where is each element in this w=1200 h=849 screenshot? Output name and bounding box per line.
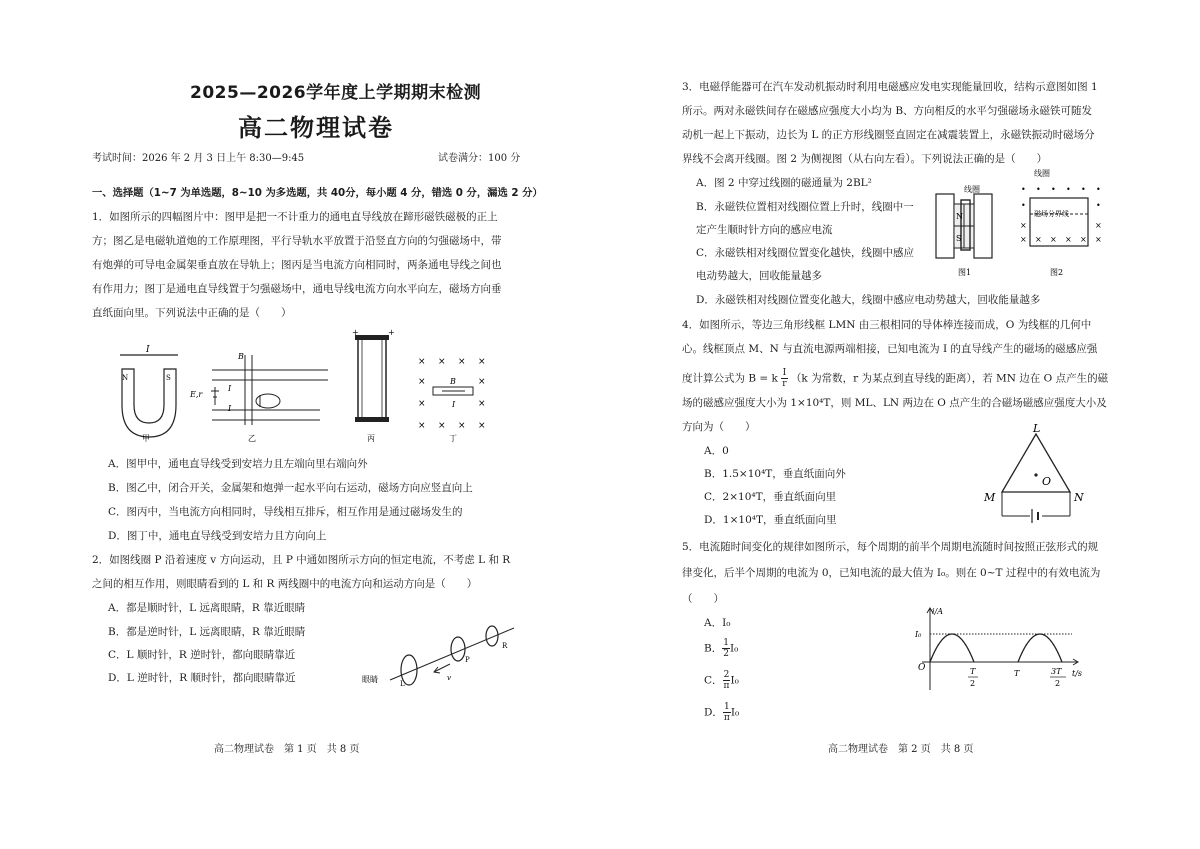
q3-line: 3．电磁俘能器可在汽车发动机振动时利用电磁感应发电实现能量回收，结构示意图如图 1 (682, 81, 1098, 93)
svg-text:×: × (1080, 235, 1087, 244)
figure-ding (418, 357, 486, 443)
graph-xlabel: t/s (1072, 669, 1083, 678)
label-B: B (450, 377, 456, 386)
label-N: N (956, 212, 963, 221)
q3-figures (930, 168, 1130, 280)
q4-option-b[interactable]: B．1.5×10⁴T，垂直纸面向外 (704, 468, 846, 480)
label-P: P (465, 656, 470, 664)
label-M: M (984, 491, 996, 504)
svg-text:×: × (418, 377, 426, 387)
svg-text:×: × (438, 357, 446, 367)
q3-option-b[interactable]: B．永磁铁位置相对线圈位置上升时，线圈中一 (696, 201, 914, 213)
q2-option-a[interactable]: A．都是顺时针，L 远离眼睛，R 靠近眼睛 (108, 602, 306, 614)
svg-text:•: • (1051, 185, 1056, 194)
q1-line: 有作用力；图丁是通电直导线置于匀强磁场中，通电导线电流方向水平向左，磁场方向垂 (92, 283, 502, 295)
exam-title: 2025—2026学年度上学期期末检测 (190, 83, 482, 103)
q3-option-a[interactable]: A．图 2 中穿过线圈的磁通量为 2BL² (696, 177, 872, 189)
graph-tick: 2 (970, 679, 976, 688)
q4-option-d[interactable]: D．1×10⁴T，垂直纸面向里 (704, 514, 837, 526)
label-plus: + (352, 328, 359, 337)
label-coil: 线圈 (1034, 169, 1050, 178)
label-coil: 线圈 (964, 185, 980, 194)
graph-tick: 3T (1051, 667, 1062, 676)
page-footer: 高二物理试卷 第 1 页 共 8 页 (214, 744, 360, 755)
label-N: N (122, 374, 129, 382)
figure-bing (352, 328, 395, 443)
q1-line: 1．如图所示的四幅图片中：图甲是把一不计重力的通电直导线放在蹄形磁铁磁极的正上 (92, 211, 498, 223)
q1-figures (100, 325, 520, 447)
q4-line: 场的磁感应强度大小为 1×10⁴T，则 ML、LN 两边在 O 点产生的合磁场磁感应强度大小及 (682, 397, 1107, 409)
label-boundary: 磁场分界线 (1034, 210, 1069, 218)
label-eye: 眼睛 (362, 675, 378, 684)
exam-subtitle: 高二物理试卷 (238, 114, 394, 142)
q5-option-c[interactable]: C． $\frac{2}{\pi}$ I₀ (704, 670, 739, 691)
svg-text:•: • (1021, 201, 1026, 210)
q2-option-c[interactable]: C．L 顺时针，R 逆时针，都向眼睛靠近 (108, 649, 296, 661)
graph-tick: T (970, 667, 976, 676)
graph-ylabel: i/A (932, 607, 944, 616)
q3-option-b-cont: 定产生顺时针方向的感应电流 (696, 224, 833, 236)
q4-line: 4．如图所示，等边三角形线框 LMN 由三根相同的导体棒连接而成，O 为线框的几何中 (682, 319, 1092, 331)
q4-line: 心。线框顶点 M、N 与直流电源两端相接，已知电流为 I 的直导线产生的磁场的磁感应强 (682, 343, 1098, 355)
svg-text:•: • (1066, 185, 1071, 194)
label-L: L (1033, 422, 1041, 435)
q4-figure (980, 420, 1090, 526)
svg-text:×: × (478, 377, 486, 387)
q2-line: 之间的相互作用，则眼睛看到的 L 和 R 两线圈中的电流方向和运动方向是（ ） (92, 578, 478, 590)
q1-line: 方；图乙是电磁轨道炮的工作原理图，平行导轨水平放置于沿竖直方向的匀强磁场中，带 (92, 235, 502, 247)
graph-I0: I₀ (915, 630, 922, 639)
q2-figure (362, 620, 532, 690)
label-B: B (238, 352, 244, 361)
svg-text:×: × (418, 357, 426, 367)
graph-origin: O (918, 663, 926, 673)
q1-option-b[interactable]: B．图乙中，闭合开关，金属架和炮弹一起水平向右运动，磁场方向应竖直向上 (108, 482, 473, 494)
label-N: N (1074, 491, 1084, 504)
page-footer: 高二物理试卷 第 2 页 共 8 页 (828, 744, 974, 755)
label-S: S (956, 234, 962, 243)
svg-text:×: × (478, 399, 486, 409)
svg-text:×: × (1020, 235, 1027, 244)
svg-text:×: × (1050, 235, 1057, 244)
label-fig1: 图1 (958, 268, 972, 277)
q4-option-c[interactable]: C．2×10⁴T，垂直纸面向里 (704, 491, 837, 503)
exam-time: 考试时间：2026 年 2 月 3 日上午 8:30—9:45 (92, 153, 305, 164)
svg-text:×: × (1095, 221, 1102, 230)
label-I: I (228, 384, 232, 393)
svg-text:×: × (478, 421, 486, 431)
label-v: v (447, 674, 451, 682)
full-score: 试卷满分：100 分 (438, 153, 521, 164)
q1-line: 直纸面向里。下列说法中正确的是（ ） (92, 307, 292, 319)
svg-text:×: × (1020, 221, 1027, 230)
q4-formula-fraction: $\frac{I}{r}$ (782, 368, 787, 389)
label-Er: E,r (190, 390, 203, 399)
q5-option-b[interactable]: B． $\frac{1}{2}$ I₀ (704, 638, 739, 659)
q1-option-d[interactable]: D．图丁中，通电直导线受到安培力且方向向上 (108, 530, 327, 542)
q4-formula-prefix: 度计算公式为 B = k (682, 372, 778, 385)
q4-option-a[interactable]: A．0 (704, 445, 729, 457)
figure-1 (936, 184, 992, 277)
q2-line: 2．如图线圈 P 沿着速度 v 方向运动，且 P 中通如图所示方向的恒定电流，不考虑 L 和 R (92, 554, 511, 566)
label-I: I (146, 345, 150, 355)
label-I: I (452, 400, 456, 409)
q1-option-c[interactable]: C．图丙中，当电流方向相同时，导线相互排斥，相互作用是通过磁场发生的 (108, 506, 463, 518)
section-title: 一、选择题（1~7 为单选题，8~10 为多选题，共 40分，每小题 4 分，错选 0 分，漏选 2 分） (92, 187, 543, 199)
svg-text:×: × (1035, 235, 1042, 244)
q3-option-c[interactable]: C．永磁铁相对线圈位置变化越快，线圈中感应 (696, 247, 915, 259)
q1-option-a[interactable]: A．图甲中，通电直导线受到安培力且左端向里右端向外 (108, 458, 368, 470)
label-fig2: 图2 (1050, 268, 1064, 277)
q5-line: （ ） (682, 593, 724, 605)
q2-option-b[interactable]: B．都是逆时针，L 远离眼睛，R 靠近眼睛 (108, 626, 306, 638)
q5-line: 5．电流随时间变化的规律如图所示，每个周期的前半个周期电流随时间按照正弦形式的规 (682, 541, 1099, 553)
q2-option-d[interactable]: D．L 逆时针，R 顺时针，都向眼睛靠近 (108, 672, 296, 684)
svg-text:×: × (1095, 235, 1102, 244)
q3-line: 动机一起上下振动，边长为 L 的正方形线圈竖直固定在减震装置上，永磁铁振动时磁场分 (682, 129, 1095, 141)
label-R: R (502, 642, 508, 650)
q3-option-c-cont: 电动势越大，回收能量越多 (696, 270, 822, 282)
label-plus: + (388, 328, 395, 337)
label-L: L (400, 680, 405, 688)
label-bing: 丙 (367, 434, 375, 443)
svg-text:×: × (458, 421, 466, 431)
q5-current-graph (912, 604, 1092, 696)
label-ding: 丁 (449, 434, 457, 443)
label-S: S (166, 374, 171, 382)
q4-line (682, 368, 1108, 389)
svg-text:×: × (458, 357, 466, 367)
q3-line: 界线不会离开线圈。图 2 为侧视图（从右向左看）。下列说法正确的是（ ） (682, 153, 1048, 165)
svg-text:×: × (478, 357, 486, 367)
q4-formula-suffix: （k 为常数，r 为某点到直导线的距离），若 MN 边在 O 点产生的磁 (790, 372, 1109, 385)
label-O: O (1042, 475, 1052, 488)
svg-text:•: • (1096, 201, 1101, 210)
svg-text:•: • (1021, 185, 1026, 194)
q3-line: 所示。两对永磁铁间存在磁感应强度大小均为 B、方向相反的水平匀强磁场永磁铁可随发 (682, 105, 1093, 117)
graph-tick: T (1014, 669, 1020, 678)
graph-tick: 2 (1055, 679, 1061, 688)
q4-line: 方向为（ ） (682, 421, 756, 433)
q1-line: 有炮弹的可导电金属架垂直放在导轨上；图丙是当电流方向相同时，两条通电导线之间也 (92, 259, 502, 271)
svg-text:×: × (418, 399, 426, 409)
svg-text:×: × (1065, 235, 1072, 244)
q5-line: 律变化，后半个周期的电流为 0，已知电流的最大值为 I₀。则在 0~T 过程中的有效电流为 (682, 567, 1101, 579)
svg-text:•: • (1081, 185, 1086, 194)
q5-option-a[interactable]: A．I₀ (704, 617, 731, 629)
svg-text:×: × (438, 421, 446, 431)
label-yi: 乙 (248, 434, 256, 443)
q3-option-d[interactable]: D．永磁铁相对线圈位置变化越大，线圈中感应电动势越大，回收能量越多 (696, 294, 1041, 306)
figure-jia (120, 345, 178, 443)
exam-page-2 (600, 0, 1200, 849)
svg-text:×: × (418, 421, 426, 431)
label-I: I (228, 404, 232, 413)
svg-text:•: • (1036, 185, 1041, 194)
q5-option-d[interactable]: D． $\frac{1}{\pi}$ I₀ (704, 702, 740, 723)
svg-text:•: • (1096, 185, 1101, 194)
label-jia: 甲 (142, 434, 150, 443)
figure-2 (1020, 168, 1102, 277)
figure-yi (189, 352, 328, 443)
